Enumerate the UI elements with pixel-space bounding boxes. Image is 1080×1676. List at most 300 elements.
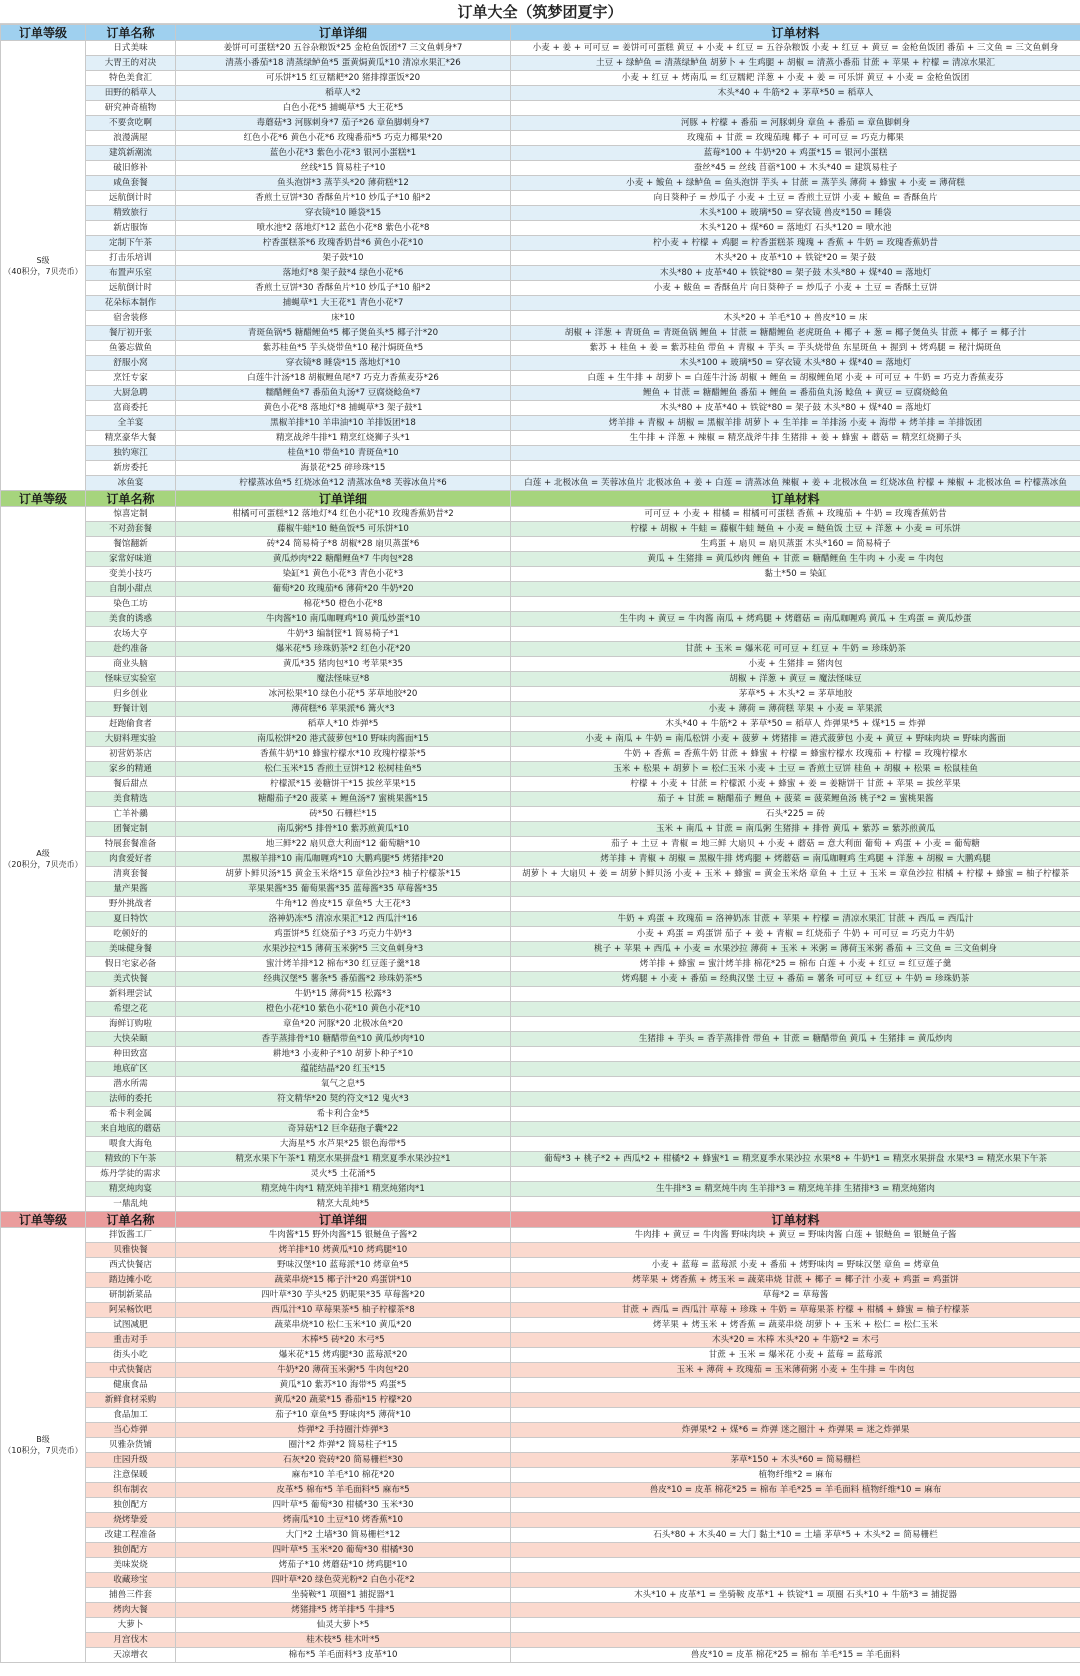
table-row xyxy=(1,266,1080,281)
order-detail-cell: 野味汉堡*10 蓝莓派*10 烤章鱼*5 xyxy=(176,1258,511,1273)
order-name-cell: 舒服小窝 xyxy=(86,356,176,371)
order-name-cell: 烤肉大餐 xyxy=(86,1603,176,1618)
detail-header: 订单详细 xyxy=(176,491,511,507)
order-detail-cell: 牛奶*15 薄荷*15 松露*3 xyxy=(176,987,511,1002)
order-detail-cell: 藤椒牛蛙*10 鲢鱼饭*5 可乐饼*10 xyxy=(176,522,511,537)
order-detail-cell: 黑椒羊排*10 南瓜咖喱鸡*10 大鹏鸡腿*5 烤猪排*20 xyxy=(176,852,511,867)
order-detail-cell: 黄瓜*20 蔬菜*15 番茄*15 柠檬*20 xyxy=(176,1393,511,1408)
order-name-cell: 夏日特饮 xyxy=(86,912,176,927)
order-material-cell xyxy=(511,1122,1080,1137)
order-detail-cell: 牛奶*20 薄荷玉米粥*5 牛肉包*20 xyxy=(176,1363,511,1378)
order-name-cell: 自制小甜点 xyxy=(86,582,176,597)
table-row xyxy=(1,476,1080,491)
order-detail-cell: 符文精华*20 契约符文*12 鬼火*3 xyxy=(176,1092,511,1107)
order-detail-cell: 爆米花*5 珍珠奶茶*2 红色小花*20 xyxy=(176,642,511,657)
table-row xyxy=(1,582,1080,597)
order-detail-cell: 蔬菜串烧*15 椰子汁*20 鸡蛋饼*10 xyxy=(176,1273,511,1288)
order-material-cell: 白莲 + 生牛排 + 胡萝卜 = 白莲牛汁汤 胡椒 + 鲤鱼 = 胡椒鲤鱼尾 小麦 + 可可豆 + 牛奶 = 巧克力香蕉麦芬 xyxy=(511,371,1080,386)
order-material-cell: 小麦 + 南瓜 + 牛奶 = 南瓜松饼 小麦 + 菠萝 + 烤猪排 = 港式菠萝包 小麦 + 黄豆 + 野味肉块 = 野味肉酱面 xyxy=(511,732,1080,747)
level-header: 订单等级 xyxy=(1,1212,86,1228)
order-material-cell xyxy=(511,1047,1080,1062)
order-name-cell: 炼丹学徒的需求 xyxy=(86,1167,176,1182)
order-name-cell: 田野的稻草人 xyxy=(86,86,176,101)
order-detail-cell: 四叶草*5 葡萄*30 柑橘*30 玉米*30 xyxy=(176,1498,511,1513)
order-detail-cell: 耕地*3 小麦种子*10 胡萝卜种子*10 xyxy=(176,1047,511,1062)
order-name-cell: 肉食爱好者 xyxy=(86,852,176,867)
table-row xyxy=(1,807,1080,822)
order-detail-cell: 柠檬派*15 姜糖饼干*15 拔丝苹果*15 xyxy=(176,777,511,792)
order-detail-cell: 捕蝇草*1 大王花*1 青色小花*7 xyxy=(176,296,511,311)
table-row xyxy=(1,1573,1080,1588)
order-table xyxy=(0,24,1080,1663)
order-detail-cell: 柠香蛋糕茶*6 玫瑰香奶昔*6 黄色小花*10 xyxy=(176,236,511,251)
order-detail-cell: 喷水池*2 落地灯*12 蓝色小花*8 紫色小花*8 xyxy=(176,221,511,236)
order-name-cell: 怪味豆实验室 xyxy=(86,672,176,687)
order-detail-cell: 鱼头泡饼*3 蒸芋头*20 薄荷糕*12 xyxy=(176,176,511,191)
order-detail-cell: 炸弹*2 手持圈汁炸弹*3 xyxy=(176,1423,511,1438)
table-row xyxy=(1,1167,1080,1182)
order-detail-cell: 冰河松果*10 绿色小花*5 茅草地胶*20 xyxy=(176,687,511,702)
order-detail-cell: 胡萝卜鲜贝汤*15 黄金玉米烙*15 章鱼沙拉*3 柚子柠檬茶*15 xyxy=(176,867,511,882)
order-name-cell: 试图减肥 xyxy=(86,1318,176,1333)
table-row xyxy=(1,431,1080,446)
order-material-cell: 烤羊排 + 蜂蜜 = 蜜汁烤羊排 棉花*25 = 棉布 白莲 + 小麦 + 红豆 = 红豆莲子羹 xyxy=(511,957,1080,972)
table-row xyxy=(1,732,1080,747)
table-row xyxy=(1,1423,1080,1438)
order-material-cell: 生鸡蛋 + 扇贝 = 扇贝蒸蛋 木头*160 = 简易椅子 xyxy=(511,537,1080,552)
order-material-cell xyxy=(511,1017,1080,1032)
order-material-cell xyxy=(511,1077,1080,1092)
order-material-cell: 胡椒 + 洋葱 + 青斑鱼 = 青斑鱼锅 鲤鱼 + 甘蔗 = 糖醋鲤鱼 老虎斑鱼 + 椰子 + 葱 = 椰子煲鱼头 甘蔗 + 椰子 = 椰子汁 xyxy=(511,326,1080,341)
table-row xyxy=(1,56,1080,71)
order-name-cell: 喂食大海龟 xyxy=(86,1137,176,1152)
order-material-cell: 小麦 + 姜 + 可可豆 = 姜饼可可蛋糕 黄豆 + 小麦 + 红豆 = 五谷杂粮饭 小麦 + 红豆 + 黄豆 = 金枪鱼饭团 番茄 + 三文鱼 = 三文鱼刺身 xyxy=(511,41,1080,56)
order-detail-cell: 蕴能结晶*20 红玉*15 xyxy=(176,1062,511,1077)
order-detail-cell: 鸡蛋饼*5 红烧茄子*3 巧克力牛奶*3 xyxy=(176,927,511,942)
table-row xyxy=(1,1243,1080,1258)
order-detail-cell: 稻草人*10 炸弹*5 xyxy=(176,717,511,732)
material-header: 订单材料 xyxy=(511,491,1080,507)
order-material-cell: 兽皮*10 = 皮革 棉花*25 = 棉布 羊毛*15 = 羊毛面料 xyxy=(511,1648,1080,1663)
order-name-cell: 吃顿好的 xyxy=(86,927,176,942)
table-row xyxy=(1,86,1080,101)
order-name-cell: 赴约准备 xyxy=(86,642,176,657)
order-name-cell: 庄园升级 xyxy=(86,1453,176,1468)
order-name-cell: 餐馆翻新 xyxy=(86,537,176,552)
order-detail-cell: 四叶草*5 玉米*20 葡萄*30 柑橘*30 xyxy=(176,1543,511,1558)
material-header: 订单材料 xyxy=(511,1212,1080,1228)
order-detail-cell: 香蕉牛奶*10 蜂蜜柠檬水*10 玫瑰柠檬茶*5 xyxy=(176,747,511,762)
order-material-cell: 木头*120 + 煤*60 = 落地灯 石头*120 = 喷水池 xyxy=(511,221,1080,236)
table-row xyxy=(1,792,1080,807)
order-name-cell: 一鼎乱炖 xyxy=(86,1197,176,1212)
order-material-cell xyxy=(511,1558,1080,1573)
order-detail-cell: 稻草人*2 xyxy=(176,86,511,101)
order-material-cell xyxy=(511,582,1080,597)
table-row xyxy=(1,1348,1080,1363)
table-row xyxy=(1,1047,1080,1062)
order-name-cell: 改建工程准备 xyxy=(86,1528,176,1543)
order-name-cell: 美味炭烧 xyxy=(86,1558,176,1573)
order-detail-cell: 章鱼*20 河豚*20 北极冰鱼*20 xyxy=(176,1017,511,1032)
order-name-cell: 全羊宴 xyxy=(86,416,176,431)
table-row xyxy=(1,777,1080,792)
order-material-cell: 石头*225 = 砖 xyxy=(511,807,1080,822)
table-row xyxy=(1,1558,1080,1573)
table-row xyxy=(1,1468,1080,1483)
table-row xyxy=(1,1017,1080,1032)
table-row xyxy=(1,897,1080,912)
order-detail-cell: 仙灵大萝卜*5 xyxy=(176,1618,511,1633)
order-name-cell: 不要贪吃啊 xyxy=(86,116,176,131)
order-material-cell: 木头*100 + 玻璃*50 = 穿衣镜 木头*80 + 煤*40 = 落地灯 xyxy=(511,356,1080,371)
order-name-cell: 新店服饰 xyxy=(86,221,176,236)
order-name-cell: 潜水所需 xyxy=(86,1077,176,1092)
order-name-cell: 中式快餐店 xyxy=(86,1363,176,1378)
order-name-cell: 烹饪专家 xyxy=(86,371,176,386)
order-detail-cell: 砖*50 石栅栏*15 xyxy=(176,807,511,822)
order-detail-cell: 水果沙拉*15 薄荷玉米粥*5 三文鱼刺身*3 xyxy=(176,942,511,957)
section-s-rows xyxy=(1,41,1080,491)
order-detail-cell: 苹果果酱*35 葡萄果酱*35 蓝莓酱*35 草莓酱*35 xyxy=(176,882,511,897)
order-name-cell: 织布制衣 xyxy=(86,1483,176,1498)
order-detail-cell: 海景花*25 碎珍珠*15 xyxy=(176,461,511,476)
order-name-cell: 精烹豪华大餐 xyxy=(86,431,176,446)
order-name-cell: 美食的诱惑 xyxy=(86,612,176,627)
order-material-cell: 生牛排 + 洋葱 + 辣椒 = 精烹战斧牛排 生猪排 + 姜 + 蜂蜜 + 蘑菇 = 精烹红烧狮子头 xyxy=(511,431,1080,446)
table-row xyxy=(1,146,1080,161)
table-row xyxy=(1,101,1080,116)
order-material-cell: 生牛排*3 = 精烹炖牛肉 生羊排*3 = 精烹炖羊排 生猪排*3 = 精烹炖猪肉 xyxy=(511,1182,1080,1197)
table-row xyxy=(1,1197,1080,1212)
section-header-row xyxy=(1,1212,1080,1228)
order-detail-cell: 牛奶*3 编制筐*1 简易椅子*1 xyxy=(176,627,511,642)
table-row xyxy=(1,1137,1080,1152)
order-detail-cell: 皮革*5 棉布*5 羊毛面料*5 麻布*5 xyxy=(176,1483,511,1498)
table-row xyxy=(1,176,1080,191)
order-name-cell: 希望之花 xyxy=(86,1002,176,1017)
order-name-cell: 家常好味道 xyxy=(86,552,176,567)
table-row xyxy=(1,747,1080,762)
order-name-cell: 独创配方 xyxy=(86,1498,176,1513)
order-detail-cell: 南瓜粥*5 排骨*10 紫苏煎黄瓜*10 xyxy=(176,822,511,837)
table-row xyxy=(1,1303,1080,1318)
order-name-cell: 贝雅杂货铺 xyxy=(86,1438,176,1453)
table-row xyxy=(1,1528,1080,1543)
table-row xyxy=(1,1032,1080,1047)
order-material-cell xyxy=(511,1513,1080,1528)
order-material-cell: 黏土*50 = 染缸 xyxy=(511,567,1080,582)
order-material-cell: 可可豆 + 小麦 + 柑橘 = 柑橘可可蛋糕 香蕉 + 玫瑰茄 + 牛奶 = 玫瑰香蕉奶昔 xyxy=(511,507,1080,522)
order-material-cell xyxy=(511,1197,1080,1212)
order-name-cell: 大厨急聘 xyxy=(86,386,176,401)
order-material-cell: 小麦 + 鲅鱼 = 香酥鱼片 向日葵种子 = 炒瓜子 小麦 + 土豆 = 香酥土豆饼 xyxy=(511,281,1080,296)
order-material-cell: 烤苹果 + 烤香蕉 + 烤玉米 = 蔬菜串烧 甘蔗 + 椰子 = 椰子汁 小麦 + 鸡蛋 = 鸡蛋饼 xyxy=(511,1273,1080,1288)
order-material-cell: 小麦 + 鲅鱼 + 绿鲈鱼 = 鱼头泡饼 芋头 + 甘蔗 = 蒸芋头 薄荷 + 蜂蜜 + 小麦 = 薄荷糕 xyxy=(511,176,1080,191)
order-name-cell: 远航倒计时 xyxy=(86,281,176,296)
order-material-cell: 茅草*150 + 木头*60 = 简易栅栏 xyxy=(511,1453,1080,1468)
table-row xyxy=(1,822,1080,837)
table-row xyxy=(1,386,1080,401)
order-name-cell: 量产果酱 xyxy=(86,882,176,897)
table-row xyxy=(1,371,1080,386)
order-material-cell: 鲤鱼 + 甘蔗 = 糖醋鲤鱼 番茄 + 鲤鱼 = 番茄鱼丸汤 鲶鱼 + 黄豆 = 豆腐烧鲶鱼 xyxy=(511,386,1080,401)
order-material-cell: 生猪排 + 芋头 = 香芋蒸排骨 带鱼 + 甘蔗 = 糖醋带鱼 黄瓜 + 生猪排 = 黄瓜炒肉 xyxy=(511,1032,1080,1047)
order-material-cell xyxy=(511,1543,1080,1558)
order-name-cell: 烧烤挚爱 xyxy=(86,1513,176,1528)
order-detail-cell: 四叶草*20 绿色荧光粉*2 白色小花*2 xyxy=(176,1573,511,1588)
order-name-cell: 远航倒计时 xyxy=(86,191,176,206)
order-material-cell: 柠檬 + 小麦 + 甘蔗 = 柠檬派 小麦 + 蜂蜜 + 姜 = 姜糖饼干 甘蔗 + 苹果 = 拔丝苹果 xyxy=(511,777,1080,792)
order-name-cell: 惊喜定制 xyxy=(86,507,176,522)
order-material-cell xyxy=(511,1107,1080,1122)
order-material-cell xyxy=(511,1002,1080,1017)
order-material-cell xyxy=(511,1393,1080,1408)
order-detail-cell: 精烹战斧牛排*1 精烹红烧狮子头*1 xyxy=(176,431,511,446)
table-row xyxy=(1,461,1080,476)
order-name-cell: 赶跑偷食者 xyxy=(86,717,176,732)
order-name-cell: 美食精选 xyxy=(86,792,176,807)
order-name-cell: 街头小吃 xyxy=(86,1348,176,1363)
table-row xyxy=(1,1378,1080,1393)
order-material-cell: 小麦 + 生猪排 = 猪肉包 xyxy=(511,657,1080,672)
order-material-cell: 小麦 + 薄荷 = 薄荷糕 苹果 + 小麦 = 苹果派 xyxy=(511,702,1080,717)
order-detail-cell: 红色小花*6 黄色小花*6 玫瑰番茄*5 巧克力椰果*20 xyxy=(176,131,511,146)
level-header: 订单等级 xyxy=(1,491,86,507)
order-name-cell: 美式快餐 xyxy=(86,972,176,987)
order-name-cell: 精致旅行 xyxy=(86,206,176,221)
order-name-cell: 归乡创业 xyxy=(86,687,176,702)
order-material-cell xyxy=(511,1167,1080,1182)
order-name-cell: 农场大亨 xyxy=(86,627,176,642)
order-material-cell: 牛奶 + 香蕉 = 香蕉牛奶 甘蔗 + 蜂蜜 + 柠檬 = 蜂蜜柠檬水 玫瑰茄 + 柠檬 = 玫瑰柠檬水 xyxy=(511,747,1080,762)
table-row xyxy=(1,1438,1080,1453)
order-name-cell: 冰鱼宴 xyxy=(86,476,176,491)
table-row xyxy=(1,356,1080,371)
order-name-cell: 美味健身餐 xyxy=(86,942,176,957)
order-material-cell: 柠檬 + 胡椒 + 牛蛙 = 藤椒牛蛙 鲢鱼 + 小麦 = 鲢鱼饭 土豆 + 洋葱 + 小麦 = 可乐饼 xyxy=(511,522,1080,537)
order-name-cell: 新料理尝试 xyxy=(86,987,176,1002)
order-detail-cell: 魔法怪味豆*8 xyxy=(176,672,511,687)
order-name-cell: 破旧修补 xyxy=(86,161,176,176)
order-material-cell: 甘蔗 + 玉米 = 爆米花 可可豆 + 红豆 + 牛奶 = 珍珠奶茶 xyxy=(511,642,1080,657)
table-row xyxy=(1,927,1080,942)
section-a-rows xyxy=(1,507,1080,1212)
order-material-cell: 茄子 + 甘蔗 = 糖醋茄子 鲤鱼 + 菠菜 = 菠菜鲤鱼汤 桃子*2 = 蜜桃果酱 xyxy=(511,792,1080,807)
order-detail-cell: 染缸*1 黄色小花*3 青色小花*3 xyxy=(176,567,511,582)
order-detail-cell: 穿衣镜*8 睡袋*15 落地灯*10 xyxy=(176,356,511,371)
table-row xyxy=(1,1062,1080,1077)
table-row xyxy=(1,131,1080,146)
order-detail-cell: 柑橘可可蛋糕*12 落地灯*4 红色小花*10 玫瑰香蕉奶昔*2 xyxy=(176,507,511,522)
order-material-cell: 木头*100 + 玻璃*50 = 穿衣镜 兽皮*150 = 睡袋 xyxy=(511,206,1080,221)
table-row xyxy=(1,311,1080,326)
order-name-cell: 法师的委托 xyxy=(86,1092,176,1107)
order-material-cell: 木头*20 + 羊毛*10 + 兽皮*10 = 床 xyxy=(511,311,1080,326)
order-name-cell: 富商委托 xyxy=(86,401,176,416)
order-material-cell xyxy=(511,597,1080,612)
table-row xyxy=(1,837,1080,852)
order-detail-cell: 蔬菜串烧*10 松仁玉米*10 黄瓜*20 xyxy=(176,1318,511,1333)
order-detail-cell: 精烹水果下午茶*1 精烹水果拼盘*1 精烹夏季水果沙拉*1 xyxy=(176,1152,511,1167)
order-name-cell: 野餐计划 xyxy=(86,702,176,717)
order-material-cell: 木头*20 = 木棒 木头*20 + 牛筋*2 = 木弓 xyxy=(511,1333,1080,1348)
order-detail-cell: 香煎土豆饼*30 香酥鱼片*10 炒瓜子*10 船*2 xyxy=(176,191,511,206)
order-material-cell: 兽皮*10 = 皮革 棉花*25 = 棉布 羊毛*25 = 羊毛面料 植物纤维*10 = 麻布 xyxy=(511,1483,1080,1498)
order-material-cell xyxy=(511,101,1080,116)
table-row xyxy=(1,1002,1080,1017)
order-detail-cell: 黑椒羊排*10 羊串油*10 羊排饭团*18 xyxy=(176,416,511,431)
order-name-cell: 商业头脑 xyxy=(86,657,176,672)
order-detail-cell: 蓝色小花*3 紫色小花*3 银河小蛋糕*1 xyxy=(176,146,511,161)
order-detail-cell: 洛神奶冻*5 清凉水果汇*12 西瓜汁*16 xyxy=(176,912,511,927)
order-material-cell: 木头*20 + 皮革*10 + 铁锭*20 = 架子鼓 xyxy=(511,251,1080,266)
order-detail-cell: 蜜汁烤羊排*12 棉布*30 红豆莲子羹*18 xyxy=(176,957,511,972)
table-row xyxy=(1,852,1080,867)
order-material-cell xyxy=(511,1062,1080,1077)
order-material-cell: 茄子 + 土豆 + 青椒 = 地三鲜 大扇贝 + 小麦 + 蘑菇 = 意大利面 葡萄 + 鸡蛋 + 小麦 = 葡萄糖 xyxy=(511,837,1080,852)
order-name-cell: 天凉增衣 xyxy=(86,1648,176,1663)
order-name-cell: 收藏珍宝 xyxy=(86,1573,176,1588)
order-name-cell: 浪漫满屋 xyxy=(86,131,176,146)
table-row xyxy=(1,657,1080,672)
order-material-cell xyxy=(511,897,1080,912)
order-detail-cell: 坐骑鞍*1 项圈*1 捕捉器*1 xyxy=(176,1588,511,1603)
table-row xyxy=(1,446,1080,461)
table-row xyxy=(1,987,1080,1002)
order-material-cell: 柠小麦 + 柠檬 + 鸡腿 = 柠香蛋糕茶 瑰瑰 + 香蕉 + 牛奶 = 玫瑰香蕉奶昔 xyxy=(511,236,1080,251)
order-material-cell: 石头*80 + 木头40 = 大门 黏土*10 = 土墙 茅草*5 + 木头*2 = 简易栅栏 xyxy=(511,1528,1080,1543)
detail-header: 订单详细 xyxy=(176,1212,511,1228)
order-material-cell xyxy=(511,1408,1080,1423)
order-material-cell: 牛肉排 + 黄豆 = 牛肉酱 野味肉块 + 黄豆 = 野味肉酱 白莲 + 银鲢鱼 = 银鲢鱼子酱 xyxy=(511,1228,1080,1243)
order-detail-cell: 烤羊排*10 烤黄瓜*10 烤鸡腿*10 xyxy=(176,1243,511,1258)
order-material-cell: 生牛肉 + 黄豆 = 牛肉酱 南瓜 + 烤鸡腿 + 烤蘑菇 = 南瓜咖喱鸡 黄瓜 + 生鸡蛋 = 黄瓜炒蛋 xyxy=(511,612,1080,627)
table-row xyxy=(1,416,1080,431)
order-name-cell: 变美小技巧 xyxy=(86,567,176,582)
order-detail-cell: 砖*24 简易椅子*8 胡椒*28 扇贝蒸蛋*6 xyxy=(176,537,511,552)
order-name-cell: 家乡的精通 xyxy=(86,762,176,777)
order-material-cell: 烤羊排 + 青椒 + 胡椒 = 黑椒羊排 胡萝卜 + 生羊排 = 羊排汤 小麦 + 海带 + 烤羊排 = 羊排饭团 xyxy=(511,416,1080,431)
order-material-cell xyxy=(511,1573,1080,1588)
table-row xyxy=(1,522,1080,537)
order-material-cell: 紫苏 + 桂鱼 + 姜 = 紫苏桂鱼 带鱼 + 青椒 + 芋头 = 芋头烧带鱼 东星斑鱼 + 握到 + 烤鸡腿 = 秘汁焗斑鱼 xyxy=(511,341,1080,356)
order-name-cell: 花朵标本制作 xyxy=(86,296,176,311)
order-name-cell: 健康食品 xyxy=(86,1378,176,1393)
table-row xyxy=(1,1618,1080,1633)
table-row xyxy=(1,762,1080,777)
order-detail-cell: 床*10 xyxy=(176,311,511,326)
table-row xyxy=(1,1288,1080,1303)
order-detail-cell: 丝线*15 简易柱子*10 xyxy=(176,161,511,176)
order-name-cell: 研究神奇植物 xyxy=(86,101,176,116)
table-row xyxy=(1,1633,1080,1648)
order-detail-cell: 柠檬蒸冰鱼*5 红烧冰鱼*12 清蒸冰鱼*8 芙蓉冰鱼片*6 xyxy=(176,476,511,491)
table-row xyxy=(1,1483,1080,1498)
order-name-cell: 初营奶茶店 xyxy=(86,747,176,762)
order-material-cell: 土豆 + 绿鲈鱼 = 清蒸绿鲈鱼 胡萝卜 + 生鸡腿 + 胡椒 = 清蒸小番茄 甘蔗 + 苹果 + 柠檬 = 清凉水果汇 xyxy=(511,56,1080,71)
order-level-cell: B级 （10积分，7贝壳币） xyxy=(1,1228,86,1663)
table-row xyxy=(1,161,1080,176)
order-detail-cell: 姜饼可可蛋糕*20 五谷杂粮饭*25 金枪鱼饭团*7 三文鱼刺身*7 xyxy=(176,41,511,56)
order-detail-cell: 精烹炖牛肉*1 精烹炖羊排*1 精烹炖猪肉*1 xyxy=(176,1182,511,1197)
order-name-cell: 假日宅家必备 xyxy=(86,957,176,972)
order-detail-cell: 牛角*12 兽皮*15 章鱼*5 大王花*3 xyxy=(176,897,511,912)
order-detail-cell: 精烹大乱炖*5 xyxy=(176,1197,511,1212)
order-material-cell xyxy=(511,1633,1080,1648)
order-material-cell: 木头*40 + 牛筋*2 + 茅草*50 = 稻草人 炸弹果*5 + 煤*15 = 炸弹 xyxy=(511,717,1080,732)
order-detail-cell: 希卡利合金*5 xyxy=(176,1107,511,1122)
order-material-cell: 草莓*2 = 草莓酱 xyxy=(511,1288,1080,1303)
order-material-cell: 小麦 + 鸡蛋 = 鸡蛋饼 茄子 + 姜 + 青椒 = 红烧茄子 牛奶 + 可可豆 = 巧克力牛奶 xyxy=(511,927,1080,942)
table-row xyxy=(1,567,1080,582)
order-material-cell: 蚕丝*45 = 丝线 苜蓿*100 + 木头*40 = 建筑易柱子 xyxy=(511,161,1080,176)
table-row xyxy=(1,1258,1080,1273)
table-row xyxy=(1,1453,1080,1468)
table-row xyxy=(1,1363,1080,1378)
table-row xyxy=(1,401,1080,416)
order-detail-cell: 紫苏桂鱼*5 芋头烧带鱼*10 秘汁焗斑鱼*5 xyxy=(176,341,511,356)
order-material-cell xyxy=(511,1243,1080,1258)
name-header: 订单名称 xyxy=(86,25,176,41)
order-name-cell: 种田致富 xyxy=(86,1047,176,1062)
table-row xyxy=(1,687,1080,702)
order-detail-cell: 爆米花*15 烤鸡腿*30 蓝莓派*20 xyxy=(176,1348,511,1363)
order-detail-cell: 糯醋鲤鱼*7 番茄鱼丸汤*7 豆腐烧鲶鱼*7 xyxy=(176,386,511,401)
order-detail-cell: 经典汉堡*5 薯条*5 番茄酱*2 珍珠奶茶*5 xyxy=(176,972,511,987)
order-material-cell xyxy=(511,1498,1080,1513)
order-detail-cell: 圈汁*2 炸弹*2 简易柱子*15 xyxy=(176,1438,511,1453)
order-detail-cell: 落地灯*8 架子鼓*4 绿色小花*6 xyxy=(176,266,511,281)
table-row xyxy=(1,552,1080,567)
order-name-cell: 注意保暖 xyxy=(86,1468,176,1483)
order-material-cell xyxy=(511,446,1080,461)
order-detail-cell: 香煎土豆饼*30 香酥鱼片*10 炒瓜子*10 船*2 xyxy=(176,281,511,296)
order-name-cell: 拌饭酱工厂 xyxy=(86,1228,176,1243)
order-name-cell: 特色美食汇 xyxy=(86,71,176,86)
order-name-cell: 打击乐培训 xyxy=(86,251,176,266)
order-detail-cell: 四叶草*30 芋头*25 奶昵果*35 草莓酱*20 xyxy=(176,1288,511,1303)
order-material-cell: 木头*80 + 皮革*40 + 铁锭*80 = 架子鼓 木头*80 + 煤*40 = 落地灯 xyxy=(511,266,1080,281)
table-row xyxy=(1,1122,1080,1137)
section-header-row xyxy=(1,25,1080,41)
table-row xyxy=(1,867,1080,882)
order-material-cell xyxy=(511,461,1080,476)
order-detail-cell: 牛肉酱*15 野外肉酱*15 银鲢鱼子酱*2 xyxy=(176,1228,511,1243)
table-row xyxy=(1,1182,1080,1197)
order-name-cell: 餐后甜点 xyxy=(86,777,176,792)
table-row xyxy=(1,1107,1080,1122)
table-row xyxy=(1,627,1080,642)
table-row xyxy=(1,281,1080,296)
order-material-cell: 玉米 + 松果 + 胡萝卜 = 松仁玉米 小麦 + 土豆 = 香煎土豆饼 桂鱼 + 胡椒 + 松果 = 松鼠桂鱼 xyxy=(511,762,1080,777)
order-name-cell: 餐厅初开张 xyxy=(86,326,176,341)
order-name-cell: 团餐定制 xyxy=(86,822,176,837)
order-detail-cell: 牛肉酱*10 南瓜咖喱鸡*10 黄瓜炒蛋*10 xyxy=(176,612,511,627)
level-header: 订单等级 xyxy=(1,25,86,41)
order-material-cell: 白莲 + 北极冰鱼 = 芙蓉冰鱼片 北极冰鱼 + 姜 + 白莲 = 清蒸冰鱼 辣椒 + 姜 + 北极冰鱼 = 红烧冰鱼 柠檬 + 辣椒 + 北极冰鱼 = 柠檬蒸冰鱼 xyxy=(511,476,1080,491)
order-detail-cell: 麻布*10 羊毛*10 棉花*20 xyxy=(176,1468,511,1483)
table-row xyxy=(1,326,1080,341)
order-material-cell: 木头*80 + 皮革*40 + 铁锭*80 = 架子鼓 木头*80 + 煤*40 = 落地灯 xyxy=(511,401,1080,416)
order-name-cell: 布置声乐室 xyxy=(86,266,176,281)
table-row xyxy=(1,1077,1080,1092)
order-detail-cell: 石灰*20 瓷砖*20 简易栅栏*30 xyxy=(176,1453,511,1468)
order-material-cell: 甘蔗 + 玉米 = 爆米花 小麦 + 蓝莓 = 蓝莓派 xyxy=(511,1348,1080,1363)
order-name-cell: 阿呆畅饮吧 xyxy=(86,1303,176,1318)
order-detail-cell: 灵火*5 土花涌*5 xyxy=(176,1167,511,1182)
section-header-row xyxy=(1,491,1080,507)
